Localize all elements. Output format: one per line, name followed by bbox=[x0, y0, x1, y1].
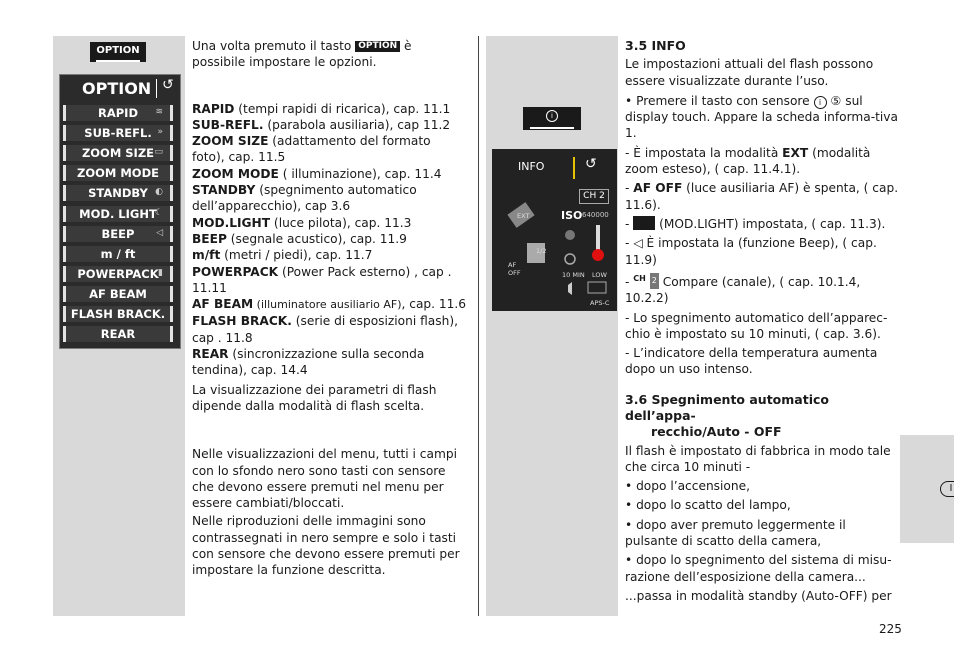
af-off-label: AF OFF bbox=[508, 261, 521, 277]
images-note-para: Nelle riproduzioni delle immagini sono contrassegnati in nero sempre e solo i tasti con sensore che devono essere premuti per impostare la funzione descritta. bbox=[192, 514, 460, 578]
option-item-icon: ▭ bbox=[154, 147, 163, 158]
note-text: La visualizzazione dei parametri di flash dipende dalla modalità di flash scelta. bbox=[192, 382, 437, 413]
info-item-temp: - L’indicatore della temperatura aumenta dopo un uso intenso. bbox=[625, 346, 878, 377]
standby-tail: ...passa in modalità standby (Auto-OFF) per bbox=[625, 588, 892, 603]
mod-light-icon bbox=[633, 216, 655, 230]
page-number: 225 bbox=[879, 622, 902, 636]
info-screen-graphics bbox=[492, 149, 617, 311]
option-entry: ZOOM MODE ( illuminazione), cap. 11.4 bbox=[192, 166, 442, 181]
info-back-icon[interactable]: ↺ bbox=[585, 156, 597, 172]
info-item-auto: - Lo spegnimento automatico dell’apparec-chio è impostato su 10 minuti, ( cap. 3.6). bbox=[625, 310, 888, 341]
option-entry: BEEP (segnale acustico), cap. 11.9 bbox=[192, 231, 407, 246]
option-item-label: m / ft bbox=[66, 246, 170, 262]
intro-text: Una volta premuto il tasto OPTION è possibile impostare le opzioni. bbox=[192, 39, 412, 70]
standby-bullet-4: • dopo lo spegnimento del sistema di misu-razione dell’esposizione della camera... bbox=[625, 553, 892, 584]
option-entry: RAPID (tempi rapidi di ricarica), cap. 11.1 bbox=[192, 101, 451, 116]
apsc-label: APS-C bbox=[590, 299, 610, 307]
option-menu-title: OPTION bbox=[82, 79, 152, 98]
option-item-icon: ▮ bbox=[158, 267, 163, 278]
option-item-3[interactable] bbox=[63, 165, 173, 181]
info-button-underline bbox=[530, 127, 574, 129]
option-item-label: FLASH BRACK. bbox=[66, 306, 170, 322]
option-item-label: RAPID bbox=[66, 105, 170, 121]
option-item-icon: ◁ bbox=[156, 227, 163, 238]
temperature-bulb bbox=[592, 249, 604, 261]
option-entry: AF BEAM (illuminatore ausiliario AF), cap. 11.6 bbox=[192, 297, 467, 312]
option-item-9[interactable] bbox=[63, 286, 173, 302]
info-screen bbox=[492, 149, 617, 311]
option-item-label: AF BEAM bbox=[66, 286, 170, 302]
option-item-11[interactable] bbox=[63, 326, 173, 342]
section-heading-36a: 3.6 Spegnimento automatico dell’appa- bbox=[625, 391, 829, 423]
section-heading-35: 3.5 INFO bbox=[625, 38, 686, 53]
option-entry: ZOOM SIZE (adattamento del formato foto), cap. 11.5 bbox=[192, 134, 431, 165]
standby-bullet-1: • dopo l’accensione, bbox=[625, 479, 750, 494]
language-tab-label: I bbox=[940, 481, 954, 497]
standby-bullet-2: • dopo lo scatto del lampo, bbox=[625, 498, 791, 513]
ext-label: EXT bbox=[517, 212, 530, 220]
option-entry: m/ft (metri / piedi), cap. 11.7 bbox=[192, 248, 373, 263]
info-tab-label[interactable]: INFO bbox=[518, 160, 545, 173]
option-item-6[interactable] bbox=[63, 226, 173, 242]
option-menu bbox=[59, 74, 181, 349]
option-entry: FLASH BRACK. (serie di esposizioni flash), cap . 11.8 bbox=[192, 314, 458, 345]
option-menu-divider bbox=[156, 79, 157, 98]
option-item-4[interactable] bbox=[63, 185, 173, 201]
option-item-5[interactable] bbox=[63, 206, 173, 222]
option-item-7[interactable] bbox=[63, 246, 173, 262]
option-item-label: REAR bbox=[66, 326, 170, 342]
info-intro: Le impostazioni attuali del flash possono essere visualizzate durante l’uso. bbox=[625, 57, 874, 88]
standby-bullet-3: • dopo aver premuto leggermente il pulsante di scatto della camera, bbox=[625, 517, 846, 549]
info-circle-icon: i bbox=[814, 96, 827, 109]
info-bullet-1: • Premere il tasto con sensore i ⑤ sul display touch. Appare la scheda informa-tiva 1. bbox=[625, 93, 898, 141]
column-divider bbox=[478, 36, 479, 616]
info-item-af: - AF OFF (luce ausiliaria AF) è spenta, ( cap. 11.6). bbox=[625, 181, 899, 212]
option-item-icon: » bbox=[157, 127, 163, 138]
info-item-beep: - ◁ È impostata la (funzione Beep), ( cap. 11.9) bbox=[625, 236, 877, 267]
info-item-ch: - $^{CH}$ 2 Compare (canale), ( cap. 10.1.4, 10.2.2) bbox=[625, 273, 861, 306]
info-item-mod: - (MOD.LIGHT) impostata, ( cap. 11.3). bbox=[625, 216, 886, 231]
option-item-label: SUB-REFL. bbox=[66, 125, 170, 141]
ten-min-label: 10 MIN bbox=[562, 271, 585, 279]
iso-label: ISO bbox=[561, 209, 583, 222]
option-entry: MOD.LIGHT (luce pilota), cap. 11.3 bbox=[192, 215, 412, 230]
low-label: LOW bbox=[592, 271, 607, 279]
standby-para: Il flash è impostato di fabbrica in modo tale che circa 10 minuti - bbox=[625, 443, 891, 474]
channel-number-badge: 2 bbox=[650, 273, 659, 289]
back-icon[interactable]: ↺ bbox=[162, 77, 174, 93]
option-entry: REAR (sincronizzazione sulla seconda tendina), cap. 14.4 bbox=[192, 347, 425, 378]
option-item-label: STANDBY bbox=[66, 185, 170, 201]
channel-badge: CH 2 bbox=[579, 189, 609, 204]
option-entry: SUB-REFL. (parabola ausiliaria), cap 11.2 bbox=[192, 117, 451, 132]
channel-sup: CH bbox=[633, 273, 646, 283]
info-item-ext: - È impostata la modalità EXT (modalità zoom esteso), ( cap. 11.4.1). bbox=[625, 145, 871, 177]
option-item-label: MOD. LIGHT bbox=[66, 206, 170, 222]
temperature-bar bbox=[596, 225, 600, 251]
half-label: 1/2 bbox=[536, 247, 547, 255]
option-chip: OPTION bbox=[355, 41, 400, 52]
menu-note-para: Nelle visualizzazioni del menu, tutti i campi con lo sfondo nero sono tasti con sensore che devono essere premuti nel menu per essere cambiati/bloccati. bbox=[192, 447, 457, 511]
left-text-column bbox=[192, 38, 467, 579]
section-heading-36b: recchio/Auto - OFF bbox=[651, 424, 782, 440]
option-item-2[interactable] bbox=[63, 145, 173, 161]
option-entry: POWERPACK (Power Pack esterno) , cap . 11.11 bbox=[192, 264, 452, 295]
option-item-label: ZOOM SIZE bbox=[66, 145, 170, 161]
number-five: ⑤ bbox=[830, 93, 842, 108]
option-item-icon: ◐ bbox=[155, 187, 163, 198]
option-item-label: BEEP bbox=[66, 226, 170, 242]
info-icon: i bbox=[546, 110, 558, 122]
option-item-8[interactable] bbox=[63, 266, 173, 282]
option-item-10[interactable] bbox=[63, 306, 173, 322]
beep-icon bbox=[568, 282, 572, 295]
option-button[interactable]: OPTION bbox=[90, 42, 146, 62]
option-item-label: ZOOM MODE bbox=[66, 165, 170, 181]
option-button-underline bbox=[96, 60, 140, 62]
option-item-icon: ≋ bbox=[155, 107, 163, 117]
right-text-column bbox=[625, 38, 900, 604]
option-item-1[interactable] bbox=[63, 125, 173, 141]
option-item-0[interactable] bbox=[63, 105, 173, 121]
mod-light-icon bbox=[565, 230, 575, 240]
iso-value: 640000 bbox=[582, 211, 609, 219]
option-item-label: POWERPACK bbox=[66, 266, 170, 282]
option-entries bbox=[192, 101, 467, 379]
timer-icon bbox=[565, 254, 575, 264]
option-entry: STANDBY (spegnimento automatico dell’apparecchio), cap 3.6 bbox=[192, 183, 417, 214]
beep-icon: ◁ bbox=[633, 236, 643, 251]
apsc-icon bbox=[588, 282, 606, 293]
option-item-icon: ☾ bbox=[154, 207, 163, 218]
